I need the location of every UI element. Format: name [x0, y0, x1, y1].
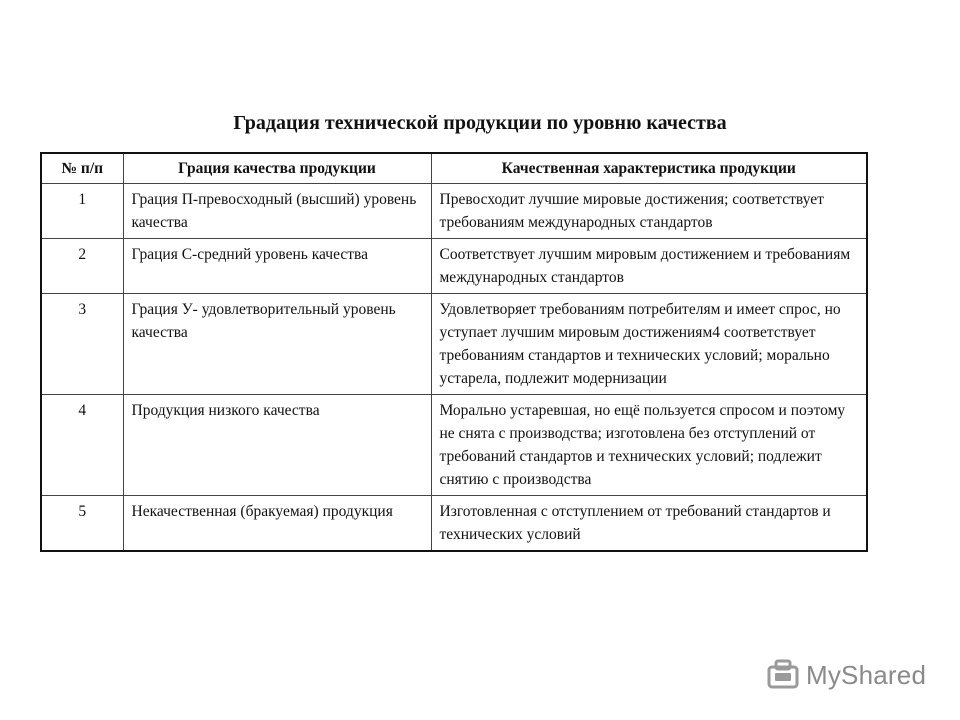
table-row [41, 395, 867, 496]
table-row [41, 184, 867, 239]
header-grade: Грация качества продукции [123, 153, 431, 184]
row-description: Морально устаревшая, но ещё пользуется спросом и поэтому не снята с производства; изготовлена без отступлений от требований стандартов и технических условий; подлежит снятию с производства [431, 395, 867, 496]
table-row [41, 496, 867, 552]
row-number: 4 [41, 395, 123, 496]
myshared-logo-icon [766, 658, 800, 692]
row-number: 3 [41, 294, 123, 395]
row-grade: Грация П-превосходный (высший) уровень качества [123, 184, 431, 239]
row-description: Соответствует лучшим мировым достижением и требованиям международных стандартов [431, 239, 867, 294]
table-row [41, 294, 867, 395]
row-number: 2 [41, 239, 123, 294]
row-number: 5 [41, 496, 123, 552]
header-number: № п/п [41, 153, 123, 184]
row-grade: Грация С-средний уровень качества [123, 239, 431, 294]
table-row [41, 239, 867, 294]
row-grade: Продукция низкого качества [123, 395, 431, 496]
row-description: Изготовленная с отступлением от требований стандартов и технических условий [431, 496, 867, 552]
quality-grades-table [40, 152, 868, 552]
myshared-watermark [766, 653, 926, 697]
page-title: Градация технической продукции по уровню качества [233, 112, 727, 134]
myshared-logo-text: MyShared [806, 659, 927, 690]
row-grade: Грация У- удовлетворительный уровень качества [123, 294, 431, 395]
row-number: 1 [41, 184, 123, 239]
header-description: Качественная характеристика продукции [431, 153, 867, 184]
row-grade: Некачественная (бракуемая) продукция [123, 496, 431, 552]
row-description: Удовлетворяет требованиям потребителям и имеет спрос, но уступает лучшим мировым достижениям4 соответствует требованиям стандартов и технических условий; морально устарела, подлежит модернизации [431, 294, 867, 395]
table-header-row [41, 153, 867, 184]
row-description: Превосходит лучшие мировые достижения; соответствует требованиям международных стандартов [431, 184, 867, 239]
